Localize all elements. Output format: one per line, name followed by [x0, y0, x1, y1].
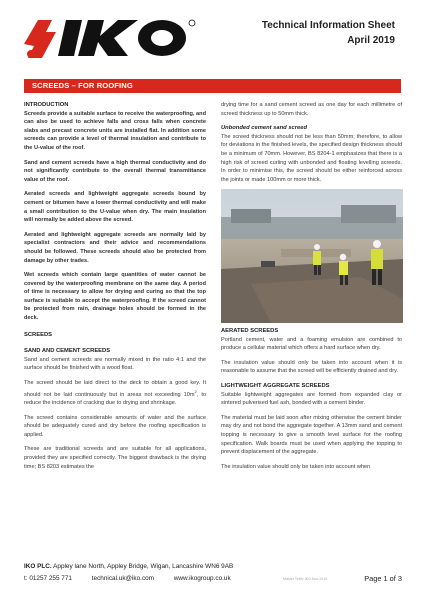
footer-address: Appley lane North, Appley Bridge, Wigan, Lancashire WN6 9AB — [53, 563, 234, 570]
aerated-paragraph-2: The insulation value should only be taken into account when it is reasonable to assume that the screed will be efficiently drained and dry. — [221, 359, 402, 375]
continued-paragraph: drying time for a sand cement screed as one day for each millimetre of screed thickness up to 50mm thick. — [221, 102, 402, 117]
banner-title: SCREEDS – FOR ROOFING — [32, 81, 133, 90]
sand-cement-paragraph-4: These are traditional screeds and are suitable for all applications, provided they are specified correctly. The biggest drawback is the drying time; BS 8203 estimates the — [24, 446, 206, 470]
sand-cement-paragraph-3: The screed contains considerable amounts of water and the surface should be adequately cured and dry before the roofing specification is applied. — [24, 414, 206, 438]
footer-phone: t: 01257 255 771 — [24, 575, 72, 582]
intro-paragraph-3: Aerated screeds and lightweight aggregate screeds bound by cement or bitumen have a lower thermal conductivity and will make a small contribution to the U-value when dry. The main insulation will normally be added above the screed. — [24, 191, 206, 224]
construction-workers-photo — [221, 189, 403, 323]
footer-address-line — [24, 563, 233, 570]
right-column-bottom — [221, 327, 402, 471]
lightweight-heading: LIGHTWEIGHT AGGREGATE SCREEDS — [221, 382, 330, 389]
section-banner — [24, 79, 401, 93]
right-column-top — [221, 101, 402, 184]
introduction-heading: INTRODUCTION — [24, 102, 69, 108]
iko-logo — [22, 14, 212, 60]
sand-cement-paragraph-2: The screed should be laid direct to the deck to obtain a good key. It should not be laid continuously but in areas not exceeding $10m^2$, to reduce the incidence of cracking due to drying and shrinkage. — [24, 380, 206, 407]
page-number: Page 1 of 3 — [364, 574, 402, 583]
page-header — [0, 0, 425, 72]
intro-paragraph-2: Sand and cement screeds have a high thermal conductivity and do not significantly contribute to the overall thermal transmittance value of the roof. — [24, 159, 206, 183]
footer-contact-line — [24, 575, 249, 582]
sand-cement-paragraph-1: Sand and cement screeds are normally mixed in the ratio 4:1 and the surface should be finished with a wood float. — [24, 356, 206, 372]
page-footer — [24, 563, 402, 599]
screeds-heading: SCREEDS — [24, 331, 53, 338]
footer-company: IKO PLC. — [24, 563, 52, 570]
sand-cement-heading: SAND AND CEMENT SCREEDS — [24, 348, 111, 355]
iko-logo-graphic — [22, 14, 212, 60]
intro-paragraph-4: Aerated and lightweight aggregate screeds are normally laid by specialist contractors and their advice and recommendations should be followed. These screeds should also be protected from damage by other trades. — [24, 231, 206, 264]
intro-paragraph-5: Wet screeds which contain large quantities of water cannot be covered by the waterproofing membrane on the same day. A period of time is necessary to allow for drying and curing so that the top surface is suitable to accept the waterproofing. If the screed cannot be protected from rain, drainage holes should be formed in the deck. — [24, 272, 206, 322]
lightweight-paragraph-1: Suitable lightweight aggregates are formed from expanded clay or sintered pulverised fuel ash, bonded with a cement binder. — [221, 391, 402, 407]
document-date: April 2019 — [347, 35, 395, 46]
footer-email[interactable]: technical.uk@iko.com — [91, 575, 155, 582]
footer-watermark: Master Telfer IKO Nov 2019 — [283, 577, 328, 581]
document-title: Technical Information Sheet — [261, 20, 395, 31]
intro-paragraph-1: Screeds provide a suitable surface to receive the waterproofing, and can also be used to achieve falls and cross falls when concrete slabs and precast concrete units are installed flat. In addition some screeds can provide a level of thermal insulation and contribute to the U-value of the roof. — [24, 110, 206, 151]
lightweight-paragraph-2: The material must be laid soon after mixing otherwise the cement binder may dry and not bond the aggregate together. A 13mm sand and cement topping is necessary to give a smooth level surface for the roofing specification. Walk boards must be used when applying the topping to prevent displacement of the aggregate. — [221, 414, 402, 456]
footer-website[interactable]: www.ikogroup.co.uk — [173, 575, 231, 582]
left-column — [24, 101, 206, 471]
unbonded-heading: Unbonded cement sand screed — [221, 125, 308, 132]
aerated-heading: AERATED SCREEDS — [221, 328, 279, 334]
unbonded-paragraph: The screed thickness should not be less than 50mm; therefore, to allow for deviations in the finished levels, the specified design thickness should be a minimum of 70mm. However, BS 8204-1 emphasizes that there is a high risk of screed curling with unbonded and floating levelling screeds. In order to minimise this, the screed should be either reinforced across the joints or made 100mm or more thick. — [221, 133, 402, 183]
aerated-paragraph-1: Portland cement, water and a foaming emulsion are combined to produce a cellular material which offers a hard surface when dry. — [221, 336, 402, 352]
lightweight-paragraph-3: The insulation value should only be taken into account when — [221, 463, 371, 470]
